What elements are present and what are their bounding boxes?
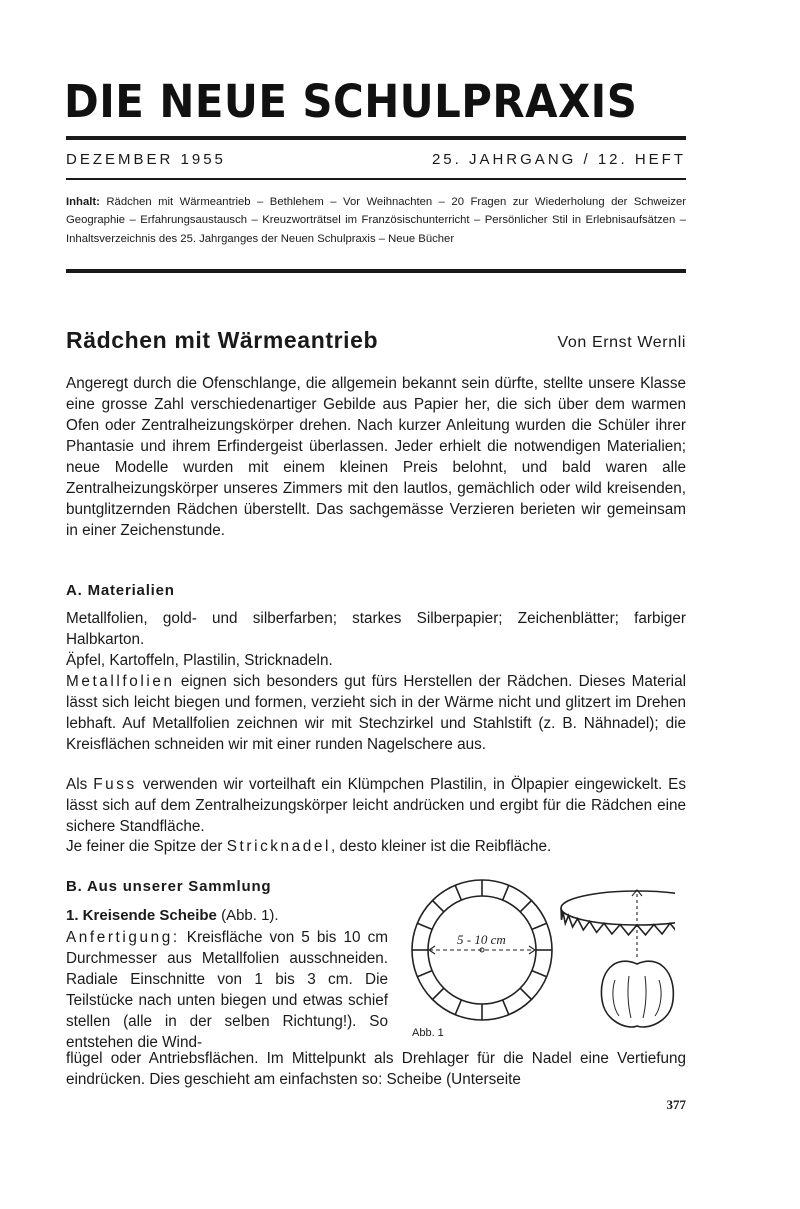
figure-abb-1 (345, 868, 675, 1048)
metal-foil-term: Metallfolien (66, 673, 175, 690)
radial-cut (520, 901, 531, 912)
wheel-teeth (561, 908, 675, 935)
radial-cut (417, 971, 432, 977)
materials-line-2: Äpfel, Kartoffeln, Plastilin, Stricknadeln. (66, 652, 333, 669)
wheel-teeth-edge (561, 908, 675, 935)
production-paragraph (66, 927, 388, 1053)
subsection-1-title: 1. Kreisende Scheibe (66, 907, 217, 924)
issue-volume: 25. JAHRGANG / 12. HEFT (431, 151, 686, 168)
production-term: Anfertigung: (66, 929, 180, 946)
radial-cut (520, 988, 531, 999)
metal-foil-paragraph (66, 671, 686, 755)
article-title: Rädchen mit Wärmeantrieb (66, 327, 379, 353)
section-b-heading: B. Aus unserer Sammlung (66, 878, 272, 895)
contents-rule (66, 269, 686, 273)
radial-cut (532, 923, 547, 929)
materials-line-1: Metallfolien, gold- und silberfarben; starkes Silberpapier; Zeichenblätter; farbiger Halbkarton. (66, 610, 686, 648)
subsection-1-heading (66, 906, 279, 926)
issue-line (66, 151, 686, 169)
section-a-heading: A. Materialien (66, 582, 175, 599)
dimension-label: 5 - 10 cm (457, 932, 506, 947)
foot-paragraph (66, 774, 686, 837)
intro-paragraph: Angeregt durch die Ofenschlange, die allgemein bekannt sein dürfte, stellte unsere Klasse eine grosse Zahl verschiedenartiger Gebilde aus Papier her, die sich über dem warmen Ofen oder Zentralheizungskörper drehen. Nach kurzer Anleitung wurden die Schüler ihrer Phantasie und ihrem Erfindergeist überlassen. Jeder erhielt die notwendigen Materialien; neue Modelle wurden mit einem kleinen Preis belohnt, und bald waren alle Zentralheizungskörper unseres Zimmers mit den lautlos, gemächlich oder wild kreisenden, buntglitzernden Rädchen überstellt. Das sachgemässe Verzieren berieten wir gemeinsam in einer Zeichenstunde. (66, 375, 686, 539)
radial-cut (417, 923, 432, 929)
radial-cut (532, 971, 547, 977)
metal-foil-text: eignen sich besonders gut fürs Herstellen der Rädchen. Dieses Material lässt sich leicht biegen und formen, verzieht sich in der Wärme nicht und glitzert im Drehen lebhaft. Auf Metallfolien zeichnen wir mit Stechzirkel und Stahlstift (z. B. Nähnadel); die Kreisflächen schneiden wir mit einer runden Nagelschere aus. (66, 673, 686, 753)
radial-cut (433, 988, 444, 999)
masthead-title: DIE NEUE SCHULPRAXIS (64, 75, 638, 128)
page-number: 377 (666, 1097, 686, 1112)
masthead-rule (66, 136, 686, 140)
figure-drawing (345, 868, 675, 1048)
subsection-1-ref: (Abb. 1). (216, 907, 279, 924)
radial-cut (455, 1000, 461, 1015)
radial-cut (503, 885, 509, 900)
contents-label: Inhalt: (66, 196, 100, 208)
radial-cut (433, 901, 444, 912)
contents-text: Rädchen mit Wärmeantrieb – Bethlehem – Vor Weihnachten – 20 Fragen zur Wiederholung der Schweizer Geographie – Erfahrungsaustausch – Kreuzworträtsel im Französischunterricht – Persönlicher Stil in Erlebnisaufsätzen – Inhaltsverzeichnis des 25. Jahrganges der Neuen Schulpraxis – Neue Bücher (66, 196, 687, 245)
issue-date: DEZEMBER 1955 (66, 151, 226, 168)
needle-text: , desto kleiner ist die Reibfläche. (331, 838, 552, 855)
issue-rule (66, 178, 686, 180)
radial-cut (503, 1000, 509, 1015)
radial-cut (455, 885, 461, 900)
needle-pre: Je feiner die Spitze der (66, 838, 227, 855)
table-of-contents (66, 193, 686, 248)
foot-term: Fuss (93, 776, 137, 793)
needle-paragraph (66, 836, 686, 857)
foot-pre: Als (66, 776, 94, 793)
article-author: Von Ernst Wernli (557, 334, 686, 351)
foot-text: verwenden wir vorteilhaft ein Klümpchen Plastilin, in Ölpapier eingewickelt. Es lässt sich auf dem Zentralheizungskörper leicht andrücken und ergibt für die Rädchen eine sichere Standfläche. (66, 776, 687, 835)
production-text: Kreisfläche von 5 bis 10 cm Durchmesser aus Metallfolien ausschneiden. Radiale Einschnitte von 1 bis 3 cm. Die Teilstücke nach unten biegen und etwas schief stellen (alle in der selben Richtung!). So entstehen die Wind- (66, 929, 388, 1051)
needle-term: Stricknadel (226, 838, 331, 855)
apple (601, 961, 673, 1027)
production-continued: flügel oder Antriebsflächen. Im Mittelpunkt als Drehlager für die Nadel eine Vertiefung eindrücken. Dies geschieht am einfachsten so: Scheibe (Unterseite (66, 1050, 686, 1088)
figure-caption: Abb. 1 (412, 1027, 444, 1039)
